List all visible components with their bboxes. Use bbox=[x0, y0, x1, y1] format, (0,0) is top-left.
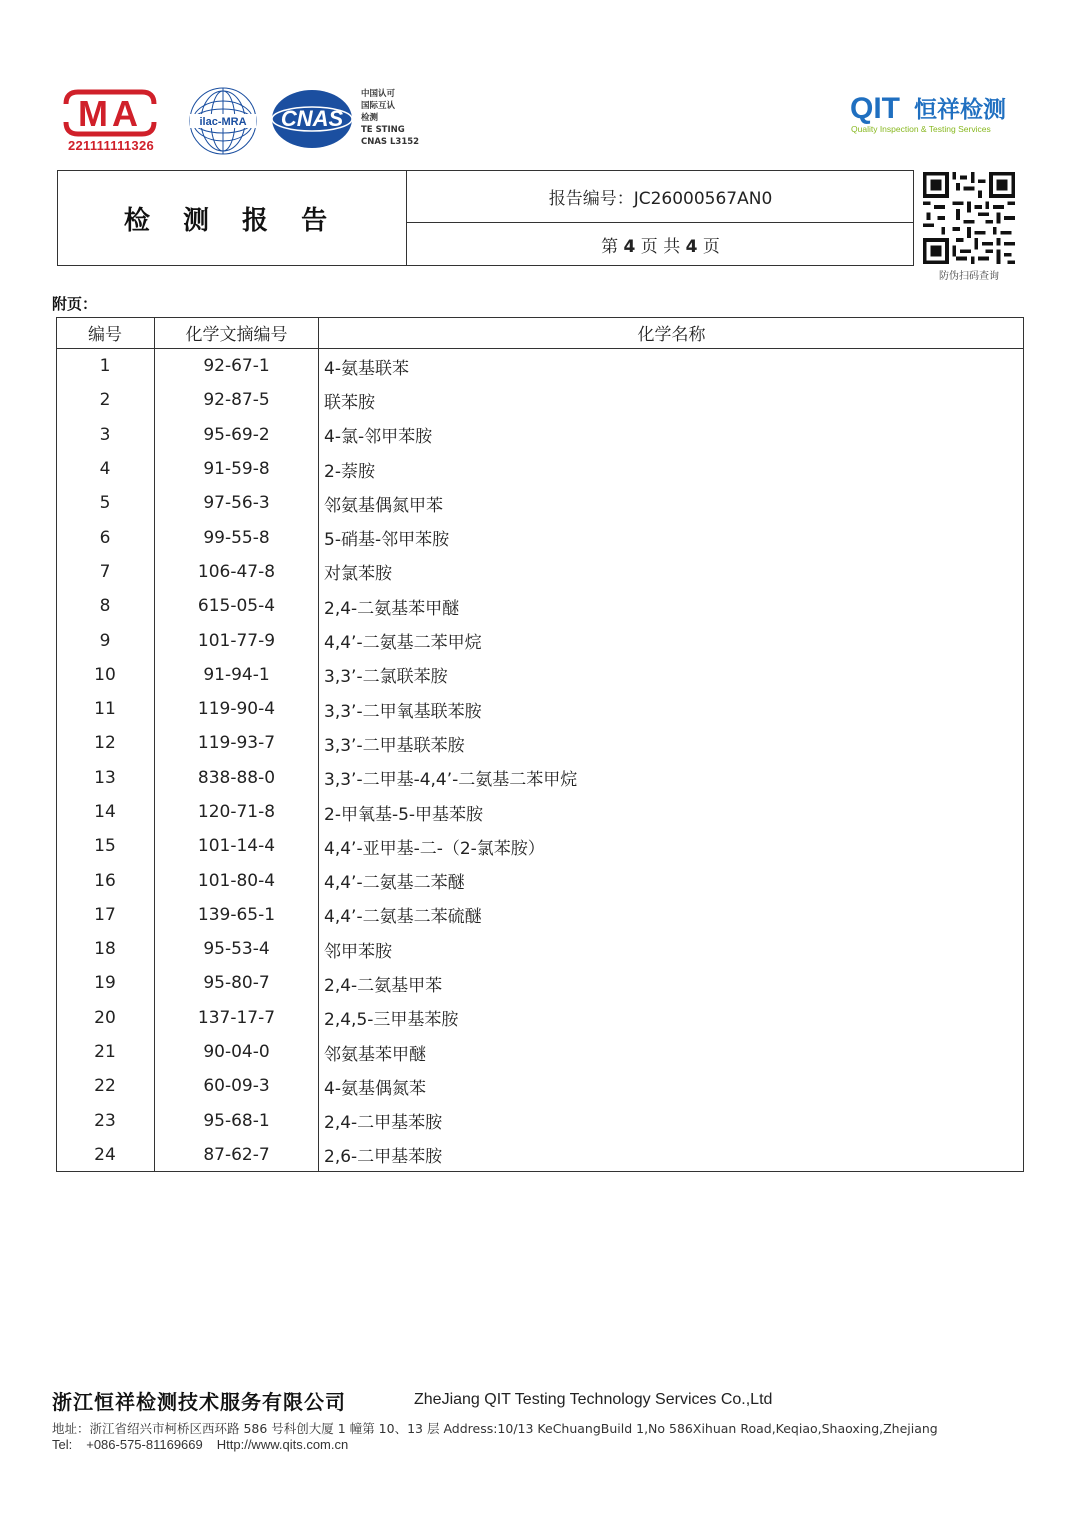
row-cas: 139-65-1 bbox=[155, 898, 319, 932]
cnas-line: 中国认可 bbox=[361, 89, 396, 99]
row-no: 21 bbox=[56, 1035, 155, 1069]
row-no: 6 bbox=[56, 520, 155, 554]
cnas-line: 国际互认 bbox=[361, 101, 396, 111]
row-no: 10 bbox=[56, 658, 155, 692]
table-row bbox=[56, 1035, 1024, 1069]
row-chemical-name: 邻氨基苯甲醚 bbox=[324, 1044, 426, 1065]
row-cas: 90-04-0 bbox=[155, 1035, 319, 1069]
table-row bbox=[56, 1069, 1024, 1103]
row-chemical-name: 邻氨基偶氮甲苯 bbox=[324, 495, 443, 516]
row-chemical-name: 邻甲苯胺 bbox=[324, 941, 392, 962]
row-cas: 91-59-8 bbox=[155, 452, 319, 486]
row-chemical-name: 3,3’-二甲氧基联苯胺 bbox=[324, 701, 482, 722]
qr-code-icon[interactable] bbox=[922, 172, 1016, 264]
table-row bbox=[56, 692, 1024, 726]
row-chemical-name: 3,3’-二氯联苯胺 bbox=[324, 667, 448, 688]
row-chemical-name: 4-氨基联苯 bbox=[324, 358, 409, 379]
row-no: 8 bbox=[56, 589, 155, 623]
footer-address: 地址：浙江省绍兴市柯桥区西环路 586 号科创大厦 1 幢第 10、13 层 Address:10/13 KeChuangBuild 1,No 586Xihuan Road,Keqiao,Shaoxing,Zhejiang bbox=[52, 1421, 938, 1436]
header-cas: 化学文摘编号 bbox=[155, 317, 319, 349]
row-cas: 119-90-4 bbox=[155, 692, 319, 726]
row-cas: 119-93-7 bbox=[155, 726, 319, 760]
footer-website[interactable]: Http://www.qits.com.cn bbox=[216, 1437, 349, 1452]
cma-logo-text: MA bbox=[78, 93, 142, 134]
row-chemical-name: 4-氯-邻甲苯胺 bbox=[324, 427, 433, 448]
row-cas: 97-56-3 bbox=[155, 486, 319, 520]
table-header-row bbox=[56, 317, 1024, 349]
footer-tel-label: Tel: bbox=[52, 1437, 73, 1452]
row-cas: 92-67-1 bbox=[155, 349, 319, 384]
row-no: 5 bbox=[56, 486, 155, 520]
table-row bbox=[56, 658, 1024, 692]
row-cas: 838-88-0 bbox=[155, 761, 319, 795]
row-no: 23 bbox=[56, 1104, 155, 1138]
row-chemical-name: 4-氨基偶氮苯 bbox=[324, 1078, 426, 1099]
table-row bbox=[56, 349, 1024, 384]
row-chemical-name: 2,6-二甲基苯胺 bbox=[324, 1147, 443, 1168]
row-no: 15 bbox=[56, 829, 155, 863]
table-row bbox=[56, 932, 1024, 966]
row-no: 13 bbox=[56, 761, 155, 795]
row-chemical-name: 4,4’-二氨基二苯甲烷 bbox=[324, 633, 482, 654]
appendix-label: 附页： bbox=[52, 295, 98, 313]
table-row bbox=[56, 829, 1024, 863]
table-row bbox=[56, 795, 1024, 829]
row-cas: 137-17-7 bbox=[155, 1001, 319, 1035]
row-cas: 95-69-2 bbox=[155, 418, 319, 452]
row-no: 24 bbox=[56, 1138, 155, 1172]
table-row bbox=[56, 418, 1024, 452]
row-cas: 615-05-4 bbox=[155, 589, 319, 623]
table-row bbox=[56, 966, 1024, 1000]
chemical-table bbox=[56, 317, 1024, 1172]
row-cas: 91-94-1 bbox=[155, 658, 319, 692]
row-chemical-name: 3,3’-二甲基联苯胺 bbox=[324, 735, 465, 756]
row-cas: 60-09-3 bbox=[155, 1069, 319, 1103]
cnas-line: 检测 bbox=[361, 113, 379, 123]
row-chemical-name: 2-甲氧基-5-甲基苯胺 bbox=[324, 804, 484, 825]
ilac-mra-logo bbox=[188, 86, 258, 156]
page-total: 4 bbox=[685, 237, 698, 257]
qit-cn: 恒祥检测 bbox=[914, 97, 1006, 123]
row-no: 12 bbox=[56, 726, 155, 760]
report-title-cell bbox=[57, 170, 407, 266]
page-prefix: 第 bbox=[601, 237, 619, 257]
footer-contact bbox=[52, 1437, 362, 1452]
row-chemical-name: 2,4-二甲基苯胺 bbox=[324, 1113, 443, 1134]
row-chemical-name: 联苯胺 bbox=[324, 392, 375, 413]
cnas-line: TE STING bbox=[361, 125, 405, 135]
row-cas: 95-68-1 bbox=[155, 1104, 319, 1138]
row-chemical-name: 对氯苯胺 bbox=[324, 564, 392, 585]
row-no: 16 bbox=[56, 863, 155, 897]
cnas-line: CNAS L3152 bbox=[361, 137, 420, 147]
table-row bbox=[56, 898, 1024, 932]
row-cas: 101-80-4 bbox=[155, 863, 319, 897]
table-row bbox=[56, 383, 1024, 417]
header-divider bbox=[407, 222, 914, 223]
row-cas: 95-80-7 bbox=[155, 966, 319, 1000]
row-chemical-name: 2,4-二氨基甲苯 bbox=[324, 975, 443, 996]
footer-tel: +086-575-81169669 bbox=[86, 1437, 203, 1452]
cnas-logo bbox=[270, 88, 354, 150]
table-row bbox=[56, 761, 1024, 795]
row-chemical-name: 3,3’-二甲基-4,4’-二氨基二苯甲烷 bbox=[324, 770, 578, 791]
row-no: 18 bbox=[56, 932, 155, 966]
row-no: 22 bbox=[56, 1069, 155, 1103]
row-cas: 95-53-4 bbox=[155, 932, 319, 966]
row-no: 3 bbox=[56, 418, 155, 452]
table-row bbox=[56, 520, 1024, 554]
header-no: 编号 bbox=[56, 317, 155, 349]
row-no: 20 bbox=[56, 1001, 155, 1035]
row-chemical-name: 4,4’-二氨基二苯硫醚 bbox=[324, 907, 482, 928]
row-no: 4 bbox=[56, 452, 155, 486]
row-no: 19 bbox=[56, 966, 155, 1000]
table-row bbox=[56, 589, 1024, 623]
table-row bbox=[56, 726, 1024, 760]
report-number-label: 报告编号： bbox=[548, 189, 634, 209]
row-chemical-name: 2,4,5-三甲基苯胺 bbox=[324, 1010, 459, 1031]
row-chemical-name: 5-硝基-邻甲苯胺 bbox=[324, 530, 450, 551]
row-cas: 120-71-8 bbox=[155, 795, 319, 829]
row-cas: 92-87-5 bbox=[155, 383, 319, 417]
row-no: 7 bbox=[56, 555, 155, 589]
table-row bbox=[56, 863, 1024, 897]
row-no: 2 bbox=[56, 383, 155, 417]
row-no: 17 bbox=[56, 898, 155, 932]
row-chemical-name: 2-萘胺 bbox=[324, 461, 375, 482]
ilac-text: ilac-MRA bbox=[199, 116, 247, 128]
qit-tagline: Quality Inspection & Testing Services bbox=[851, 124, 991, 134]
table-row bbox=[56, 623, 1024, 657]
row-no: 1 bbox=[56, 349, 155, 384]
qit-brand: QIT bbox=[850, 92, 900, 125]
row-cas: 87-62-7 bbox=[155, 1138, 319, 1172]
header-chemical-name: 化学名称 bbox=[319, 317, 1025, 349]
table-row bbox=[56, 1138, 1024, 1172]
row-chemical-name: 2,4-二氨基苯甲醚 bbox=[324, 598, 460, 619]
table-row bbox=[56, 1104, 1024, 1138]
footer-company-en: ZheJiang QIT Testing Technology Services Co.,Ltd bbox=[414, 1391, 773, 1408]
cnas-caption bbox=[361, 88, 451, 148]
row-chemical-name: 4,4’-二氨基二苯醚 bbox=[324, 873, 465, 894]
row-chemical-name: 4,4’-亚甲基-二-（2-氯苯胺） bbox=[324, 838, 545, 859]
row-cas: 106-47-8 bbox=[155, 555, 319, 589]
page-number bbox=[407, 232, 914, 257]
page-suffix: 页 bbox=[702, 237, 720, 257]
row-cas: 101-14-4 bbox=[155, 829, 319, 863]
page-current: 4 bbox=[623, 237, 636, 257]
table-row bbox=[56, 555, 1024, 589]
table-row bbox=[56, 486, 1024, 520]
page-mid: 页 共 bbox=[640, 237, 681, 257]
row-no: 9 bbox=[56, 623, 155, 657]
footer-company-cn: 浙江恒祥检测技术服务有限公司 bbox=[52, 1390, 346, 1414]
report-number-value: JC26000567AN0 bbox=[633, 189, 773, 209]
report-number bbox=[407, 184, 914, 209]
cma-number: 221111111326 bbox=[67, 138, 155, 153]
row-cas: 101-77-9 bbox=[155, 623, 319, 657]
row-no: 11 bbox=[56, 692, 155, 726]
qr-caption: 防伪扫码查询 bbox=[939, 271, 999, 282]
report-title: 检 测 报 告 bbox=[123, 205, 340, 236]
row-no: 14 bbox=[56, 795, 155, 829]
cnas-text: CNAS bbox=[280, 106, 344, 131]
table-row bbox=[56, 1001, 1024, 1035]
row-cas: 99-55-8 bbox=[155, 520, 319, 554]
table-row bbox=[56, 452, 1024, 486]
